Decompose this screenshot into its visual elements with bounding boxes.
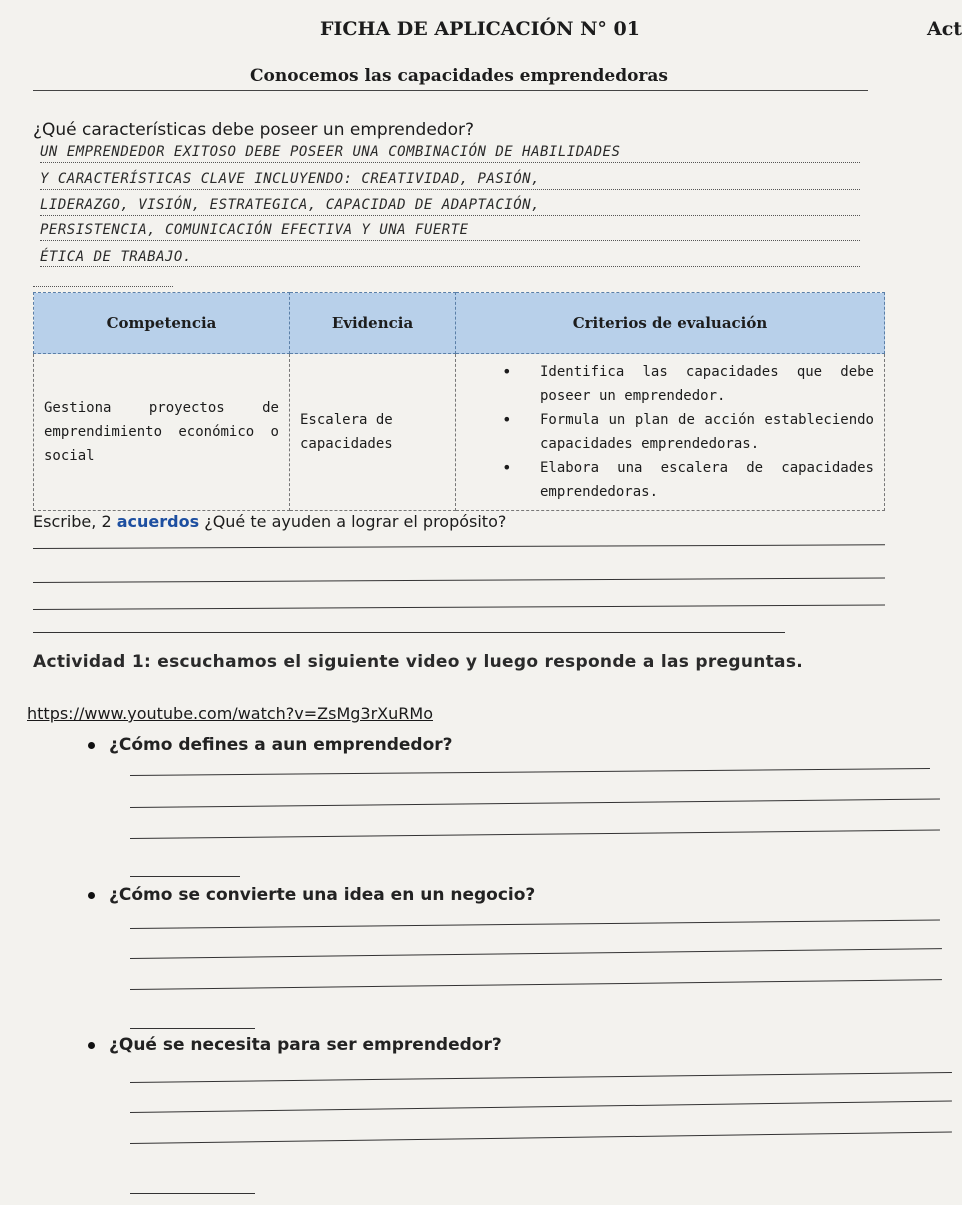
answer-line[interactable]	[130, 948, 942, 959]
answer-dotted-line	[40, 215, 860, 216]
criterion-item: • Formula un plan de acción estableciendo capacidades emprendedoras.	[480, 408, 874, 456]
answer-line[interactable]	[33, 578, 885, 583]
question-text: ¿Cómo se convierte una idea en un negocio?	[109, 885, 536, 905]
cell-criterios	[456, 354, 885, 511]
handwritten-answer-line: UN EMPRENDEDOR EXITOSO DEBE POSEER UNA COMBINACIÓN DE HABILIDADES	[40, 144, 621, 160]
handwritten-answer-line: LIDERAZGO, VISIÓN, ESTRATEGICA, CAPACIDAD DE ADAPTACIÓN,	[40, 197, 541, 213]
answer-line[interactable]	[130, 1028, 255, 1029]
answer-dotted-line	[40, 162, 860, 163]
competency-table	[33, 292, 885, 511]
question-item	[88, 735, 453, 755]
answer-line[interactable]	[130, 768, 930, 776]
acuerdos-highlight: acuerdos	[116, 512, 200, 531]
answer-line[interactable]	[130, 1132, 952, 1144]
question-text: ¿Qué se necesita para ser emprendedor?	[109, 1035, 502, 1055]
answer-line[interactable]	[130, 830, 940, 839]
activity-title: Actividad 1: escuchamos el siguiente video y luego responde a las preguntas.	[33, 652, 803, 672]
answer-line[interactable]	[130, 1193, 255, 1194]
answer-line[interactable]	[130, 979, 942, 990]
header-criterios: Criterios de evaluación	[456, 293, 885, 354]
answer-dotted-line	[40, 266, 860, 267]
acuerdos-prefix: Escribe, 2	[33, 512, 112, 531]
handwritten-answer-line: Y CARACTERÍSTICAS CLAVE INCLUYENDO: CREATIVIDAD, PASIÓN,	[40, 171, 541, 187]
answer-line[interactable]	[130, 920, 940, 929]
answer-line[interactable]	[130, 799, 940, 808]
answer-line[interactable]	[33, 544, 885, 549]
question-item	[88, 1035, 502, 1055]
cell-evidencia: Escalera de capacidades	[290, 354, 456, 511]
question-item	[88, 885, 535, 905]
cell-competencia: Gestiona proyectos de emprendimiento económico o social	[34, 354, 290, 511]
answer-dotted-line	[40, 240, 860, 241]
answer-line[interactable]	[33, 632, 785, 633]
handwritten-answer-line: ÉTICA DE TRABAJO.	[40, 249, 192, 265]
bullet-icon	[88, 892, 95, 899]
handwritten-answer-line: PERSISTENCIA, COMUNICACIÓN EFECTIVA Y UNA FUERTE	[40, 222, 469, 238]
answer-line[interactable]	[130, 1101, 952, 1113]
acuerdos-suffix: ¿Qué te ayuden a lograr el propósito?	[204, 512, 507, 531]
answer-dotted-line	[33, 286, 173, 287]
header-divider	[33, 90, 868, 91]
section-subtitle: Conocemos las capacidades emprendedoras	[250, 66, 668, 86]
table-header-row	[34, 293, 885, 354]
bullet-icon	[88, 1042, 95, 1049]
question-characteristics: ¿Qué características debe poseer un emprendedor?	[33, 120, 474, 140]
criterion-item: • Identifica las capacidades que debe poseer un emprendedor.	[480, 360, 874, 408]
video-link[interactable]: https://www.youtube.com/watch?v=ZsMg3rXuRMo	[27, 704, 433, 723]
answer-line[interactable]	[130, 1072, 952, 1083]
bullet-icon	[88, 742, 95, 749]
worksheet-title: FICHA DE APLICACIÓN N° 01	[320, 18, 640, 40]
header-competencia: Competencia	[34, 293, 290, 354]
header-evidencia: Evidencia	[290, 293, 456, 354]
answer-dotted-line	[40, 189, 860, 190]
acuerdos-prompt	[33, 512, 506, 531]
answer-line[interactable]	[130, 876, 240, 877]
criterion-item: • Elabora una escalera de capacidades emprendedoras.	[480, 456, 874, 504]
question-text: ¿Cómo defines a aun emprendedor?	[109, 735, 453, 755]
table-row	[34, 354, 885, 511]
corner-label: Act	[927, 18, 962, 40]
answer-line[interactable]	[33, 605, 885, 610]
